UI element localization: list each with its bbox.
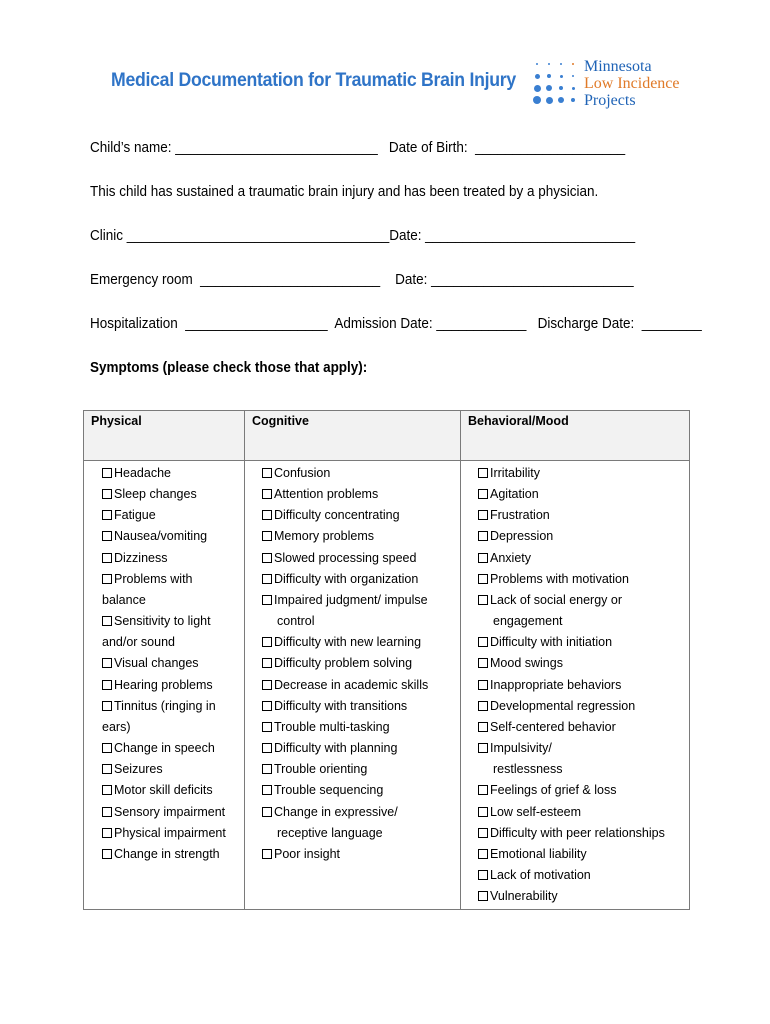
mlip-logo <box>533 58 733 112</box>
checkbox-icon[interactable] <box>478 658 488 668</box>
checkbox-icon[interactable] <box>262 701 272 711</box>
checkbox-icon[interactable] <box>478 849 488 859</box>
checkbox-icon[interactable] <box>102 701 112 711</box>
physical-item-label: Problems with <box>114 571 193 586</box>
cognitive-item[interactable] <box>262 590 460 611</box>
checkbox-icon[interactable] <box>262 574 272 584</box>
checkbox-icon[interactable] <box>102 531 112 541</box>
checkbox-icon[interactable] <box>102 849 112 859</box>
cognitive-item-label: Trouble sequencing <box>274 783 384 798</box>
behavioral-item-label: Difficulty with initiation <box>490 635 613 650</box>
cognitive-item-label: Difficulty with transitions <box>274 698 408 713</box>
logo-dot <box>572 87 575 90</box>
behavioral-item-label: Feelings of grief & loss <box>490 783 617 798</box>
header-cognitive: Cognitive <box>245 411 461 461</box>
cognitive-item[interactable] <box>262 738 460 759</box>
checkbox-icon[interactable] <box>262 595 272 605</box>
physical-item-label: and/or sound <box>102 635 175 650</box>
logo-line-2: Low Incidence <box>584 75 680 92</box>
child-name-dob-field[interactable]: Child’s name: ___________________________ Date of Birth: ____________________ <box>90 140 626 156</box>
physical-item[interactable] <box>84 484 244 505</box>
behavioral-item[interactable] <box>478 717 689 738</box>
physical-item[interactable] <box>84 463 244 484</box>
cognitive-item-label: Difficulty with planning <box>274 741 398 756</box>
logo-line-3: Projects <box>584 92 636 109</box>
checkbox-icon[interactable] <box>102 828 112 838</box>
checkbox-icon[interactable] <box>478 828 488 838</box>
behavioral-item-label: Lack of social energy or <box>490 592 623 607</box>
checkbox-icon[interactable] <box>102 616 112 626</box>
checkbox-icon[interactable] <box>262 468 272 478</box>
behavioral-item-label: restlessness <box>493 762 563 777</box>
behavioral-item[interactable] <box>478 802 689 823</box>
behavioral-item-label: Emotional liability <box>490 846 587 861</box>
behavioral-item[interactable] <box>478 738 689 759</box>
behavioral-item[interactable] <box>478 653 689 674</box>
cognitive-item-label: control <box>277 614 315 629</box>
physical-item[interactable] <box>84 780 244 801</box>
checkbox-icon[interactable] <box>478 743 488 753</box>
logo-dot <box>560 63 562 65</box>
treatment-statement: This child has sustained a traumatic brain injury and has been treated by a physician. <box>90 184 599 200</box>
checkbox-icon[interactable] <box>262 637 272 647</box>
checkbox-icon[interactable] <box>262 722 272 732</box>
physical-item-label: Dizziness <box>114 550 168 565</box>
logo-text <box>584 58 680 109</box>
cognitive-item-label: Impaired judgment/ impulse <box>274 592 428 607</box>
logo-line-1: Minnesota <box>584 58 652 75</box>
physical-item-label: Nausea/vomiting <box>114 529 208 544</box>
behavioral-item-label: Problems with motivation <box>490 571 629 586</box>
behavioral-item-label: Depression <box>490 529 554 544</box>
logo-dot <box>559 86 563 90</box>
behavioral-item[interactable] <box>478 526 689 547</box>
checkbox-icon[interactable] <box>478 531 488 541</box>
cognitive-item[interactable] <box>262 696 460 717</box>
checkbox-icon[interactable] <box>478 785 488 795</box>
checkbox-icon[interactable] <box>102 510 112 520</box>
physical-item-label: Change in speech <box>114 741 215 756</box>
behavioral-item[interactable] <box>478 865 689 886</box>
logo-dot <box>572 63 574 65</box>
logo-dot <box>535 74 540 79</box>
logo-dot <box>572 75 574 77</box>
checkbox-icon[interactable] <box>262 743 272 753</box>
checkbox-icon[interactable] <box>102 680 112 690</box>
logo-dot <box>548 63 550 65</box>
cognitive-item <box>262 823 460 844</box>
checkbox-icon[interactable] <box>262 764 272 774</box>
behavioral-item[interactable] <box>478 484 689 505</box>
cognitive-item[interactable] <box>262 717 460 738</box>
behavioral-item[interactable] <box>478 505 689 526</box>
symptoms-heading: Symptoms (please check those that apply): <box>90 360 368 376</box>
physical-item-label: Sleep changes <box>114 487 197 502</box>
logo-dot <box>558 97 564 103</box>
physical-item-label: Sensory impairment <box>114 804 226 819</box>
checkbox-icon[interactable] <box>262 680 272 690</box>
cognitive-item[interactable] <box>262 463 460 484</box>
checkbox-icon[interactable] <box>262 785 272 795</box>
physical-item-label: Headache <box>114 466 171 480</box>
physical-item[interactable] <box>84 505 244 526</box>
physical-item-label: Physical impairment <box>114 825 226 840</box>
physical-item[interactable] <box>84 823 244 844</box>
physical-item-label: Tinnitus (ringing in <box>114 698 216 713</box>
checkbox-icon[interactable] <box>102 743 112 753</box>
physical-item <box>84 632 244 653</box>
behavioral-item-label: Frustration <box>490 508 550 523</box>
checkbox-icon[interactable] <box>262 553 272 563</box>
checkbox-icon[interactable] <box>478 510 488 520</box>
physical-item-label: Seizures <box>114 762 163 777</box>
checkbox-icon[interactable] <box>478 680 488 690</box>
behavioral-item-label: Agitation <box>490 487 539 502</box>
emergency-room-field[interactable]: Emergency room ________________________ Date: ___________________________ <box>90 272 634 288</box>
checkbox-icon[interactable] <box>262 510 272 520</box>
checkbox-icon[interactable] <box>478 553 488 563</box>
checkbox-icon[interactable] <box>102 807 112 817</box>
behavioral-item[interactable] <box>478 823 689 844</box>
checkbox-icon[interactable] <box>262 489 272 499</box>
checkbox-icon[interactable] <box>102 785 112 795</box>
checkbox-icon[interactable] <box>478 891 488 901</box>
cognitive-item-label: Difficulty concentrating <box>274 508 400 523</box>
behavioral-item-label: Inappropriate behaviors <box>490 677 622 692</box>
header-behavioral: Behavioral/Mood <box>461 411 690 461</box>
cognitive-item-label: Trouble multi-tasking <box>274 719 390 734</box>
cognitive-item-label: Poor insight <box>274 846 341 861</box>
physical-item[interactable] <box>84 844 244 865</box>
logo-dot <box>546 97 553 104</box>
hospitalization-field[interactable]: Hospitalization ___________________ Admission Date: ____________ Discharge Date: ________ <box>90 316 702 332</box>
physical-item-label: balance <box>102 592 146 607</box>
behavioral-item-label: Self-centered behavior <box>490 719 616 734</box>
clinic-field[interactable]: Clinic ___________________________________Date: ____________________________ <box>90 228 636 244</box>
cognitive-item-label: receptive language <box>277 825 383 840</box>
checkbox-icon[interactable] <box>478 637 488 647</box>
checkbox-icon[interactable] <box>102 658 112 668</box>
behavioral-item[interactable] <box>478 632 689 653</box>
checkbox-icon[interactable] <box>478 722 488 732</box>
cognitive-item[interactable] <box>262 759 460 780</box>
checkbox-icon[interactable] <box>478 807 488 817</box>
cognitive-item-label: Trouble orienting <box>274 762 368 777</box>
physical-item[interactable] <box>84 759 244 780</box>
physical-item[interactable] <box>84 526 244 547</box>
physical-item[interactable] <box>84 548 244 569</box>
cognitive-item[interactable] <box>262 844 460 865</box>
behavioral-item[interactable] <box>478 886 689 907</box>
behavioral-item-label: Irritability <box>490 466 541 480</box>
behavioral-item-label: Anxiety <box>490 550 531 565</box>
logo-dot <box>547 74 551 78</box>
behavioral-item[interactable] <box>478 463 689 484</box>
behavioral-item-label: Difficulty with peer relationships <box>490 825 665 840</box>
physical-item-label: Visual changes <box>114 656 199 671</box>
behavioral-item-label: Lack of motivation <box>490 867 591 882</box>
cognitive-item-label: Difficulty with organization <box>274 571 419 586</box>
behavioral-item-label: Impulsivity/ <box>490 741 552 756</box>
physical-item[interactable] <box>84 696 244 717</box>
logo-dot <box>536 63 538 65</box>
physical-item <box>84 717 244 738</box>
behavioral-item[interactable] <box>478 844 689 865</box>
cognitive-item[interactable] <box>262 802 460 823</box>
behavioral-item[interactable] <box>478 590 689 611</box>
cognitive-item-label: Slowed processing speed <box>274 550 417 565</box>
behavioral-item-label: Vulnerability <box>490 889 558 904</box>
physical-item-label: Sensitivity to light <box>114 614 211 629</box>
checkbox-icon[interactable] <box>102 468 112 478</box>
checkbox-icon[interactable] <box>478 574 488 584</box>
physical-item-label: Change in strength <box>114 846 220 861</box>
behavioral-item-label: Low self-esteem <box>490 804 582 819</box>
checkbox-icon[interactable] <box>478 468 488 478</box>
behavioral-item-label: Mood swings <box>490 656 563 671</box>
cognitive-item[interactable] <box>262 526 460 547</box>
cognitive-item[interactable] <box>262 675 460 696</box>
cognitive-item[interactable] <box>262 505 460 526</box>
checkbox-icon[interactable] <box>478 870 488 880</box>
cognitive-item[interactable] <box>262 632 460 653</box>
behavioral-list <box>461 461 689 909</box>
checkbox-icon[interactable] <box>262 658 272 668</box>
cognitive-item[interactable] <box>262 780 460 801</box>
checkbox-icon[interactable] <box>262 807 272 817</box>
physical-item[interactable] <box>84 611 244 632</box>
behavioral-item[interactable] <box>478 548 689 569</box>
physical-item[interactable] <box>84 802 244 823</box>
cognitive-item-label: Decrease in academic skills <box>274 677 429 692</box>
physical-item-label: ears) <box>102 719 131 734</box>
behavioral-item[interactable] <box>478 675 689 696</box>
cognitive-item[interactable] <box>262 484 460 505</box>
cognitive-item <box>262 611 460 632</box>
checkbox-icon[interactable] <box>102 764 112 774</box>
cognitive-item-label: Confusion <box>274 466 331 480</box>
logo-dots-icon <box>533 60 581 108</box>
cognitive-list <box>245 461 460 867</box>
checkbox-icon[interactable] <box>478 701 488 711</box>
behavioral-item <box>478 611 689 632</box>
behavioral-item[interactable] <box>478 569 689 590</box>
cognitive-item[interactable] <box>262 569 460 590</box>
physical-item[interactable] <box>84 569 244 590</box>
physical-item-label: Hearing problems <box>114 677 213 692</box>
logo-dot <box>546 85 552 91</box>
cognitive-item-label: Change in expressive/ <box>274 804 398 819</box>
checkbox-icon[interactable] <box>102 553 112 563</box>
behavioral-item <box>478 759 689 780</box>
cognitive-item-label: Difficulty problem solving <box>274 656 413 671</box>
cognitive-item-label: Attention problems <box>274 487 379 502</box>
physical-item-label: Fatigue <box>114 508 156 523</box>
checkbox-icon[interactable] <box>478 595 488 605</box>
physical-item[interactable] <box>84 653 244 674</box>
checkbox-icon[interactable] <box>262 531 272 541</box>
behavioral-item-label: engagement <box>493 614 563 629</box>
symptoms-table <box>83 410 690 910</box>
behavioral-item[interactable] <box>478 780 689 801</box>
cognitive-item-label: Difficulty with new learning <box>274 635 422 650</box>
physical-list <box>84 461 244 867</box>
physical-item-label: Motor skill deficits <box>114 783 213 798</box>
cognitive-item[interactable] <box>262 653 460 674</box>
logo-dot <box>571 98 575 102</box>
behavioral-item[interactable] <box>478 696 689 717</box>
behavioral-item-label: Developmental regression <box>490 698 636 713</box>
header-physical: Physical <box>84 411 245 461</box>
logo-dot <box>534 85 541 92</box>
cognitive-item[interactable] <box>262 548 460 569</box>
physical-item[interactable] <box>84 738 244 759</box>
checkbox-icon[interactable] <box>478 489 488 499</box>
form-title: Medical Documentation for Traumatic Brain Injury <box>111 70 516 91</box>
physical-item[interactable] <box>84 675 244 696</box>
logo-dot <box>560 75 563 78</box>
logo-dot <box>533 96 541 104</box>
cognitive-item-label: Memory problems <box>274 529 375 544</box>
checkbox-icon[interactable] <box>262 849 272 859</box>
checkbox-icon[interactable] <box>102 574 112 584</box>
checkbox-icon[interactable] <box>102 489 112 499</box>
physical-item <box>84 590 244 611</box>
